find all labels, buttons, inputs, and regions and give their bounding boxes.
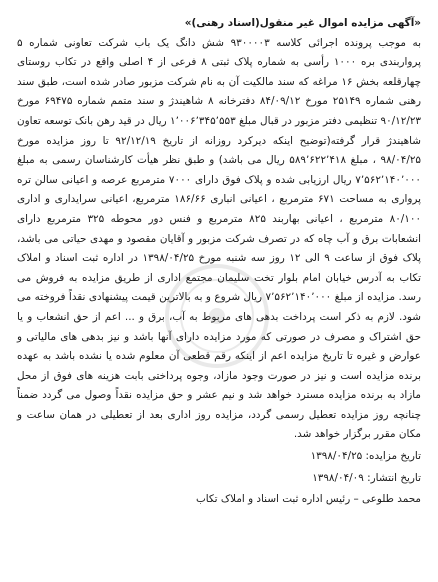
auction-date: تاریخ مزایده: ۱۳۹۸/۰۴/۲۵ [310,450,421,463]
signature: محمد طلوعی – رئیس اداره ثبت اسناد و املاک تکاب [195,493,421,506]
notice-body: به موجب پرونده اجرائی کلاسه ۹۳۰۰۰۰۳ شش دانگ یک باب شرکت تعاونی شماره ۵ پرواربندی بره ۱۰۰۰ رأسی به شماره پلاک ثبتی ۸ فرعی از ۴ اصلی واقع در تکاب روستای چهارقلعه بخش ۱۶ مراغه که سند مالکیت آن به نام شرکت مزبور صادر شده است، طبق سند رهنی شماره ۲۵۱۴۹ مورخ ۸۴/۰۹/۱۲ دفترخانه ۸ شاهیندژ و سند متمم شماره ۶۹۴۷۵ مورخ ۹۰/۱۲/۲۳ تنظیمی دفتر مزبور در قبال مبلغ ۱٬۰۰۶٬۳۴۵٬۵۵۳ ریال در قید رهن بانک توسعه تعاون شاهیندژ قرار گرفته(توضیح اینکه دیرکرد روزانه از تاریخ ۹۲/۱۲/۱۹ تا روز مزایده مورخ ۹۸/۰۴/۲۵ ، مبلغ ۵۸۹٬۶۲۲٬۴۱۸ ریال می باشد) و طبق نظر هیأت کارشناسان رسمی به مبلغ ۷٬۵۶۲٬۱۴۰٬۰۰۰ ریال ارزیابی شده و پلاک فوق دارای ۷۰۰۰ مترمربع عرصه و اعیانی سالن تره پرواری به مساحت ۶۷۱ مترمربع ، اعیانی انباری ۱۸۶/۶۶ مترمربع، اعیانی سرایداری و اداری ۸۰/۱۰۰ مترمربع ، اعیانی بهاربند ۸۲۵ مترمربع و فنس دور محوطه ۳۲۵ مترمربع دارای انشعابات برق و آب چاه که در تصرف شرکت مزبور و آقایان مقصود و مهدی حیاتی می باشد، پلاک فوق از ساعت ۹ الی ۱۲ روز سه شنبه مورخ ۱۳۹۸/۰۴/۲۵ در اداره ثبت اسناد و املاک تکاب به آدرس خیابان امام بلوار تخت سلیمان مجتمع اداری از طریق مزایده به فروش می رسد. مزایده از مبلغ ۷٬۵۶۲٬۱۴۰٬۰۰۰ ریال شروع و به بالاترین قیمت پیشنهادی نقداً فروخته می شود. لازم به ذکر است پرداخت بدهی های مربوط به آب، برق و ... اعم از حق انشعاب و یا حق اشتراک و مصرف در صورتی که مورد مزایده دارای آنها باشد و نیز بدهی های مالیاتی و عوارض و غیره تا تاریخ مزایده اعم از اینکه رقم قطعی آن معلوم شده یا نشده باشد به عهده برنده مزایده است و نیز در صورت وجود مازاد، وجوه پرداختی بابت هزینه های فوق از محل مازاد به برنده مزایده مسترد خواهد شد و نیم عشر و حق مزایده نقداً وصول می گردد ضمناً چنانچه روز مزایده تعطیل رسمی گردد، مزایده روز اداری بعد از تعطیلی در همان ساعت و مکان مقرر برگزار خواهد شد. [17,36,422,441]
notice-title: «آگهی مزایده اموال غیر منقول(اسناد رهنی)» [184,17,421,29]
auction-notice [7,6,431,568]
publish-date: تاریخ انتشار: ۱۳۹۸/۰۴/۰۹ [312,471,421,484]
